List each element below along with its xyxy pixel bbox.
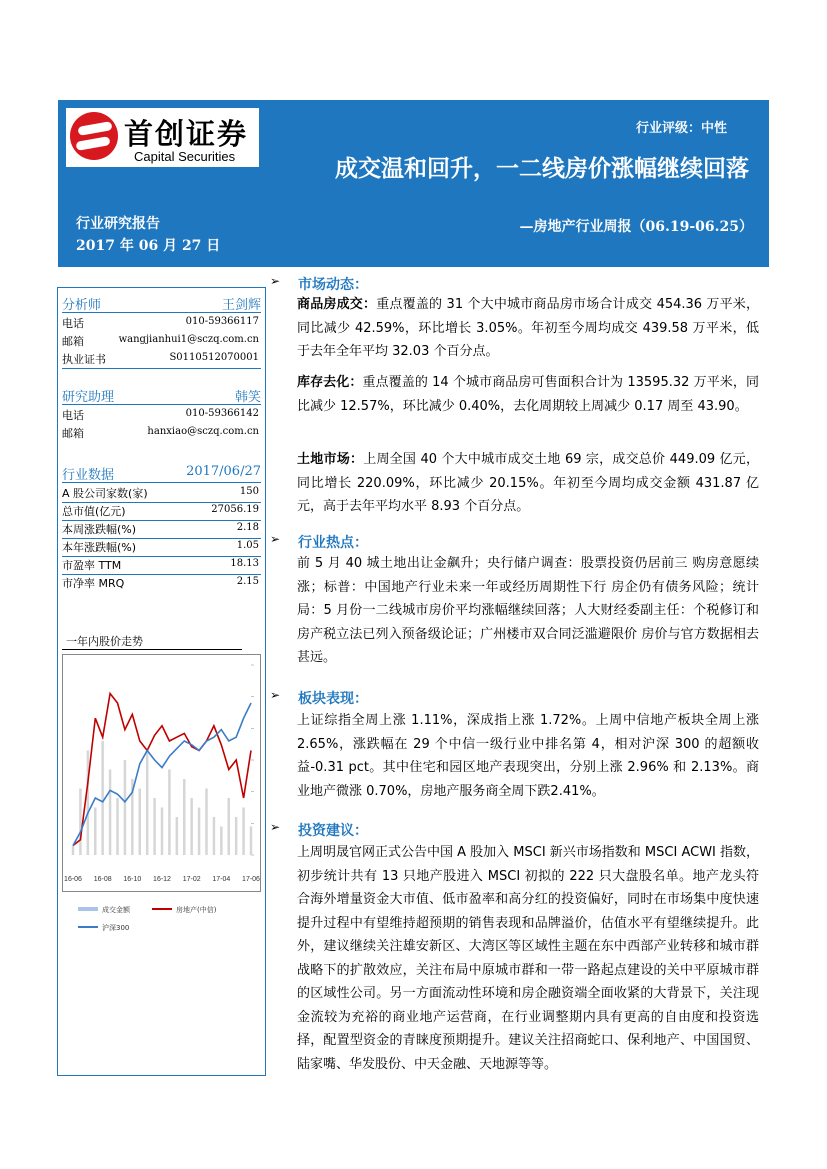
- bullet-arrow-icon: ➢: [270, 532, 281, 546]
- chart-legend-svg: [62, 894, 261, 968]
- para-text: 上周全国 40 个大中城市成交土地 69 宗，成交总价 449.09 亿元，同比增长 220.09%，环比减少 20.15%。年初至今周均成交金额 431.87 亿元，高于去年平均水平 8.93 个百分点。: [297, 452, 759, 514]
- para-advice: [297, 841, 759, 1076]
- row-label: 邮箱: [62, 335, 84, 348]
- divider: [62, 649, 242, 650]
- industry-row: [62, 556, 261, 575]
- price-chart-svg: [63, 655, 260, 891]
- para-land: [297, 448, 759, 519]
- row-label: 电话: [62, 317, 84, 330]
- para-sales: [297, 293, 759, 364]
- industry-data-label: 行业数据: [62, 468, 115, 483]
- industry-row: [62, 520, 261, 539]
- row-label: 市盈率 TTM: [62, 559, 122, 572]
- industry-row: [62, 484, 261, 503]
- logo-s-icon: [70, 112, 118, 160]
- para-text: 前 5 月 40 城土地出让金飙升；央行储户调查：股票投资仍居前三 购房意愿续涨；标普：中国地产行业未来一年或经历周期性下行 房企仍有债务风险；统计局：5 月份一二线城市房价平均涨幅继续回落；人大财经委副主任：个税修订和房产税立法已列入预备级论证；广州楼市双合同泛滥避限价 房价与官方数据相去甚远。: [297, 556, 759, 665]
- price-chart: [62, 654, 261, 892]
- para-text: 重点覆盖的 14 个城市商品房可售面积合计为 13595.32 万平米，同比减少 12.57%，环比减少 0.40%，去化周期较上周减少 0.17 周至 43.90。: [297, 375, 759, 414]
- para-text: 重点覆盖的 31 个大中城市商品房市场合计成交 454.36 万平米，同比减少 42.59%，环比增长 3.05%。年初至今周均成交 439.58 万平米，低于去年全年平均 32.03 个百分点。: [297, 297, 759, 359]
- logo-english-name: Capital Securities: [134, 149, 236, 164]
- company-logo: [66, 108, 259, 167]
- para-lead: 库存去化：: [297, 375, 363, 390]
- row-value: hanxiao@sczq.com.cn: [147, 426, 259, 437]
- section-title-market: 市场动态：: [298, 277, 368, 293]
- row-value: S0110512070001: [169, 352, 259, 363]
- report-header: [58, 100, 769, 267]
- analyst-label: 分析师: [62, 298, 102, 313]
- x-tick-label: 17-04: [212, 876, 231, 883]
- row-label: A 股公司家数(家): [62, 487, 148, 500]
- assistant-header: [62, 384, 261, 405]
- section-title-sector: 板块表现：: [298, 691, 368, 707]
- x-tick-label: 17-06: [242, 876, 260, 883]
- row-value: 27056.19: [211, 504, 259, 515]
- x-tick-label: 17-02: [182, 876, 201, 883]
- row-value: 1.05: [236, 540, 259, 551]
- row-label: 本周涨跌幅(%): [62, 523, 137, 536]
- chart-title: 一年内股价走势: [66, 635, 143, 648]
- row-value: wangjianhui1@sczq.com.cn: [118, 334, 259, 345]
- report-title: 成交温和回升，一二线房价涨幅继续回落: [335, 155, 749, 182]
- row-label: 本年涨跌幅(%): [62, 541, 137, 554]
- x-tick-label: 16-10: [123, 876, 142, 883]
- bullet-arrow-icon: ➢: [270, 688, 281, 702]
- legend-label: 沪深300: [102, 924, 130, 932]
- section-title-advice: 投资建议：: [298, 823, 368, 839]
- para-text: 上周明晟官网正式公告中国 A 股加入 MSCI 新兴市场指数和 MSCI ACWI 指数，初步统计共有 13 只地产股进入 MSCI 初拟的 222 只大盘股名单。地产龙头符合海外增量资金大市值、低市盈率和高分红的投资偏好，同时在市场集中度快速提升过程中有望维持超预期的销售表现和品牌溢价，估值水平有望继续提升。此外，建议继续关注雄安新区、大湾区等区域性主题在东中西部产业转移和城市群战略下的扩散效应，关注布局中原城市群和一带一路起点建设的关中平原城市群的区域性公司。另一方面流动性环境和房企融资端全面收紧的大背景下，关注现金流较为充裕的商业地产运营商，在行业调整期内具有更高的自由度和投资选择，配置型资金的青睐度预期提升。建议关注招商蛇口、保利地产、中国国贸、陆家嘴、华发股份、中天金融、天地源等等。: [297, 845, 760, 1072]
- row-label: 邮箱: [62, 427, 84, 440]
- section-title-hotspots: 行业热点：: [298, 535, 368, 551]
- para-text: 上证综指全周上涨 1.11%，深成指上涨 1.72%。上周中信地产板块全周上涨 2.65%，涨跌幅在 29 个中信一级行业中排名第 4，相对沪深 300 的超额收益-0.31 pct。其中住宅和园区地产表现突出，分别上涨 2.96% 和 2.13%。商业地产微涨 0.70%，房地产服务商全周下跌2.41%。: [297, 713, 759, 799]
- assistant-phone-row: [62, 406, 261, 424]
- bullet-arrow-icon: ➢: [270, 274, 281, 288]
- industry-rating: 行业评级：中性: [635, 121, 727, 136]
- para-lead: 商品房成交：: [297, 297, 377, 312]
- para-inventory: [297, 371, 759, 418]
- para-hotspots: [297, 552, 759, 670]
- row-label: 执业证书: [62, 353, 106, 366]
- analyst-phone-row: [62, 314, 261, 332]
- row-label: 电话: [62, 409, 84, 422]
- para-sector: [297, 709, 759, 803]
- analyst-email-row: [62, 332, 261, 350]
- row-label: 市净率 MRQ: [62, 577, 125, 590]
- row-label: 总市值(亿元): [62, 505, 126, 518]
- report-subtitle: —房地产行业周报（06.19-06.25）: [519, 219, 753, 235]
- row-value: 010-59366142: [185, 408, 259, 419]
- x-tick-label: 16-06: [64, 876, 82, 883]
- logo-chinese-name: 首创证券: [124, 117, 249, 151]
- legend-label: 成交金额: [102, 906, 130, 914]
- assistant-name: 韩笑: [234, 390, 261, 405]
- x-tick-label: 16-08: [93, 876, 112, 883]
- bullet-arrow-icon: ➢: [270, 820, 281, 834]
- report-type: 行业研究报告: [76, 216, 160, 232]
- report-date: 2017 年 06 月 27 日: [76, 238, 221, 254]
- sidebar: [57, 287, 266, 1076]
- assistant-label: 研究助理: [62, 390, 115, 405]
- industry-row: [62, 538, 261, 557]
- industry-row: [62, 574, 261, 592]
- assistant-email-row: [62, 424, 261, 442]
- analyst-header: [62, 292, 261, 313]
- x-tick-label: 16-12: [153, 876, 171, 883]
- analyst-cert-row: [62, 350, 261, 369]
- industry-row: [62, 502, 261, 521]
- row-value: 150: [239, 486, 259, 497]
- analyst-name: 王剑辉: [221, 298, 261, 313]
- industry-data-date: 2017/06/27: [186, 464, 261, 479]
- industry-data-header: [62, 462, 261, 483]
- row-value: 010-59366117: [185, 316, 259, 327]
- para-lead: 土地市场：: [297, 452, 364, 467]
- chart-legend: [62, 894, 261, 968]
- row-value: 18.13: [230, 558, 259, 569]
- row-value: 2.15: [236, 576, 259, 587]
- row-value: 2.18: [236, 522, 259, 533]
- legend-label: 房地产(中信): [176, 906, 217, 914]
